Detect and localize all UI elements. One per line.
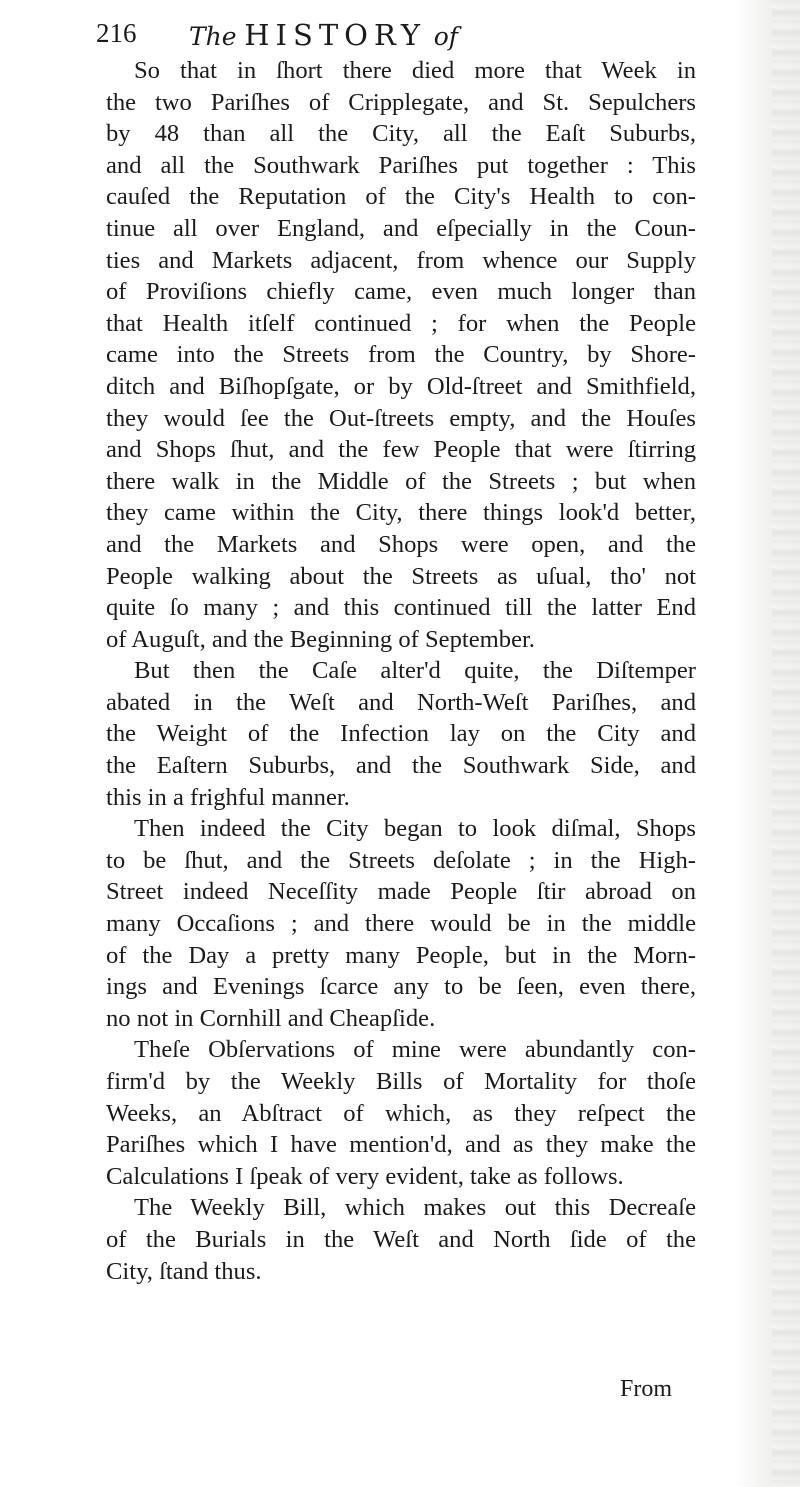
text-line: Weeks, an Abſtract of which, as they reſpect the <box>106 1099 696 1127</box>
running-title <box>189 18 458 52</box>
running-title-history: HISTORY <box>244 18 427 52</box>
text-line: and all the Southwark Pariſhes put together : This <box>106 151 696 179</box>
text-line: People walking about the Streets as uſual, tho' not <box>106 562 696 590</box>
text-line: The Weekly Bill, which makes out this Decreaſe <box>134 1194 696 1222</box>
text-line: Street indeed Neceſſity made People ſtir abroad on <box>106 878 696 906</box>
catchword: From <box>620 1376 673 1402</box>
running-title-of: of <box>433 22 458 51</box>
text-line: the Weight of the Infection lay on the City and <box>106 720 696 748</box>
page-number: 216 <box>96 18 137 48</box>
text-line: Theſe Obſervations of mine were abundantly con- <box>134 1036 696 1064</box>
running-title-the: The <box>189 22 237 51</box>
text-line: they came within the City, there things look'd better, <box>106 499 696 527</box>
text-line: there walk in the Middle of the Streets ; but when <box>106 467 696 495</box>
text-line: cauſed the Reputation of the City's Health to con- <box>106 183 696 211</box>
text-line: by 48 than all the City, all the Eaſt Suburbs, <box>106 120 696 148</box>
text-line: ings and Evenings ſcarce any to be ſeen, even there, <box>106 973 696 1001</box>
text-line: many Occaſions ; and there would be in the middle <box>106 910 696 938</box>
text-line: firm'd by the Weekly Bills of Mortality for thoſe <box>106 1068 696 1095</box>
text-line: tinue all over England, and eſpecially in the Coun- <box>106 214 696 242</box>
text-line: of Proviſions chiefly came, even much longer than <box>106 278 696 306</box>
text-line: ditch and Biſhopſgate, or by Old-ſtreet and Smithfield, <box>106 372 696 400</box>
text-line: and Shops ſhut, and the few People that were ſtirring <box>106 436 696 464</box>
text-line: ties and Markets adjacent, from whence our Supply <box>106 246 696 274</box>
text-line: that Health itſelf continued ; for when the People <box>106 309 696 337</box>
text-line: came into the Streets from the Country, by Shore- <box>106 341 696 369</box>
body-text <box>106 55 696 1287</box>
text-line: no not in Cornhill and Cheapſide. <box>106 1004 436 1032</box>
text-line: the Eaſtern Suburbs, and the Southwark Side, and <box>106 752 696 780</box>
text-line: abated in the Weſt and North-Weſt Pariſhes, and <box>106 688 696 716</box>
text-line: this in a frighful manner. <box>106 783 350 811</box>
page-header <box>96 18 716 60</box>
text-line: they would ſee the Out-ſtreets empty, and the Houſes <box>106 404 696 432</box>
text-line: to be ſhut, and the Streets deſolate ; in the High- <box>106 846 696 874</box>
text-line: and the Markets and Shops were open, and the <box>106 530 696 558</box>
text-line: But then the Caſe alter'd quite, the Diſtemper <box>134 657 696 685</box>
text-line: quite ſo many ; and this continued till the latter End <box>106 594 696 622</box>
text-line: Pariſhes which I have mention'd, and as they make the <box>106 1131 696 1159</box>
text-line: of the Burials in the Weſt and North ſide of the <box>106 1225 696 1253</box>
text-line: the two Pariſhes of Cripplegate, and St. Sepulchers <box>106 88 696 116</box>
page-edge-shadow <box>772 0 800 1487</box>
text-line: Then indeed the City began to look diſmal, Shops <box>134 815 696 843</box>
text-line: of the Day a pretty many People, but in the Morn- <box>106 941 696 969</box>
text-line: City, ſtand thus. <box>106 1257 262 1285</box>
text-line: Calculations I ſpeak of very evident, take as follows. <box>106 1162 624 1190</box>
text-line: So that in ſhort there died more that Week in <box>134 57 696 84</box>
text-line: of Auguſt, and the Beginning of September. <box>106 625 535 653</box>
